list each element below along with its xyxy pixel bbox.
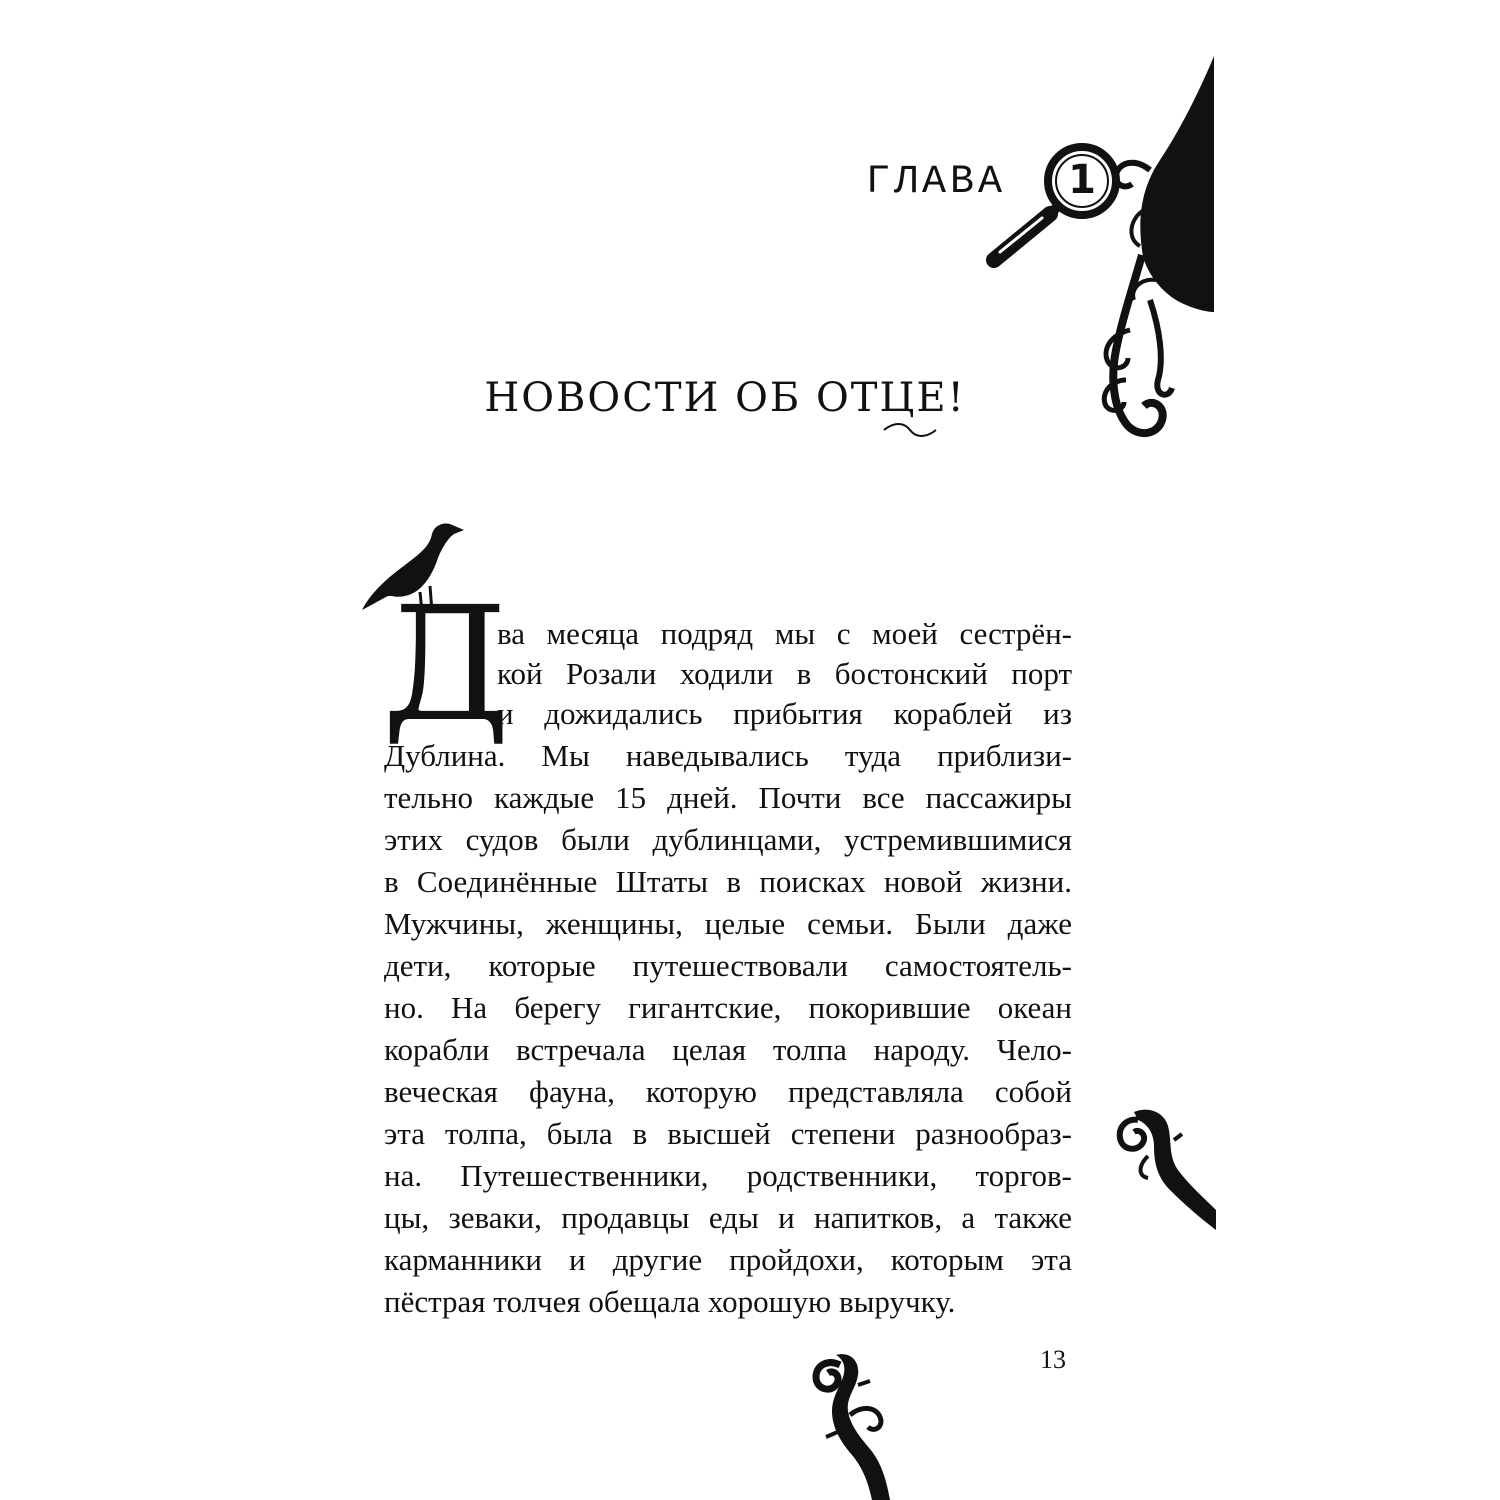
- body-line: эта толпа, была в высшей степени разнообраз-: [384, 1116, 1072, 1151]
- chapter-label: ГЛАВА: [866, 160, 1007, 205]
- page-number: 13: [1040, 1345, 1066, 1374]
- body-line: цы, зеваки, продавцы еды и напитков, а также: [384, 1200, 1072, 1235]
- body-line: кой Розали ходили в бостонский порт: [497, 656, 1072, 691]
- body-line: дети, которые путешествовали самостоятель-: [384, 948, 1072, 983]
- body-line: Дублина. Мы наведывались туда приблизи-: [384, 738, 1072, 773]
- title-flourish-icon: [880, 420, 940, 440]
- vine-ornament-bottom-icon: [800, 1345, 920, 1500]
- drop-cap: Д: [382, 573, 511, 757]
- body-line: в Соединённые Штаты в поисках новой жизни.: [384, 864, 1072, 899]
- body-line: на. Путешественники, родственники, торгов-: [384, 1158, 1072, 1193]
- body-line: карманники и другие пройдохи, которым эта: [384, 1242, 1072, 1277]
- body-line: но. На берегу гигантские, покорившие океан: [384, 990, 1072, 1025]
- body-line: Мужчины, женщины, целые семьи. Были даже: [384, 906, 1072, 941]
- body-line: корабли встречала целая толпа народу. Чело-: [384, 1032, 1072, 1067]
- body-line: и дожидались прибытия кораблей из: [497, 696, 1072, 731]
- body-line: ва месяца подряд мы с моей сестрён-: [497, 616, 1072, 651]
- vine-ornament-right-icon: [1108, 1100, 1218, 1230]
- chapter-title: НОВОСТИ ОБ ОТЦЕ!: [484, 375, 966, 421]
- body-line: пёстрая толчея обещала хорошую выручку.: [384, 1284, 956, 1319]
- body-line: веческая фауна, которую представляла собой: [384, 1074, 1072, 1109]
- chapter-number: 1: [1068, 157, 1096, 203]
- body-line: этих судов были дублинцами, устремившимися: [384, 822, 1072, 857]
- body-line: тельно каждые 15 дней. Почти все пассажиры: [384, 780, 1072, 815]
